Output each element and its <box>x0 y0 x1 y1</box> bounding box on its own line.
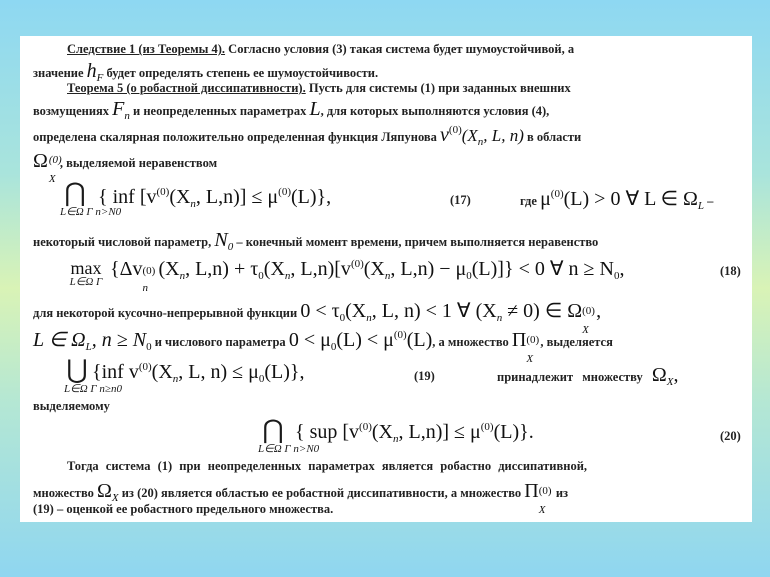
math-omega: Ω <box>96 480 112 502</box>
math-sup: (0) <box>526 334 540 346</box>
math-v: v <box>440 124 449 146</box>
math-fragment: , L, n) < 1 ∀ (X <box>371 300 497 322</box>
eq19-belongs <box>497 364 678 388</box>
math-fragment: (X <box>158 258 180 280</box>
text-fragment: где <box>520 194 541 208</box>
conclusion-line-3 <box>33 502 333 517</box>
math-sub: F <box>96 72 104 84</box>
math-sub: n <box>384 270 391 282</box>
text-fragment: для некоторой кусочно-непрерывной функции <box>33 306 301 320</box>
slide-sheet <box>20 36 752 522</box>
math-sup: (0) <box>393 329 407 341</box>
math-sup: (0) <box>448 124 462 136</box>
param-line <box>33 229 598 253</box>
math-fragment: (L) > 0 ∀ L ∈ Ω <box>563 188 698 210</box>
corollary-heading: Следствие 1 (из Теоремы 4). <box>67 42 226 56</box>
math-sub: 0 <box>613 270 620 282</box>
math-fragment: (L) <box>406 329 433 351</box>
text-fragment: , выделяется <box>540 335 613 349</box>
math-sub: n <box>366 312 372 324</box>
math-fragment: (X <box>363 258 385 280</box>
equation-number: (20) <box>720 429 741 443</box>
text-fragment: возмущениях <box>33 104 113 118</box>
math-sub: L <box>85 341 92 353</box>
max-limits: L∈Ω Γ <box>69 276 103 288</box>
math-fragment: , <box>619 258 625 280</box>
corollary-text: Согласно условия (3) такая система будет шумоустойчивой, а <box>225 42 575 56</box>
math-fragment: , n ≥ N <box>91 329 147 351</box>
math-fragment: , L,n)] ≤ μ <box>398 421 481 443</box>
function-line <box>33 298 602 336</box>
max-symbol: max <box>70 258 102 278</box>
math-fragment: (L)}, <box>264 361 305 383</box>
text-fragment: , для которых выполняются условия (4), <box>320 104 550 118</box>
math-sub: X <box>526 353 534 365</box>
math-hF: h <box>86 60 97 82</box>
text-fragment: в области <box>523 130 582 144</box>
math-fragment: { sup [v <box>295 421 360 443</box>
selected-line <box>33 399 110 414</box>
math-fragment: , L, n) ≤ μ <box>178 361 259 383</box>
text-fragment: будет определять степень ее шумоустойчивости. <box>103 66 379 80</box>
math-sub: X <box>666 376 674 388</box>
eq17-condition <box>520 186 713 212</box>
eq19-body <box>92 361 304 385</box>
math-fragment: (L)}. <box>493 421 534 443</box>
math-sub: 0 <box>258 270 264 282</box>
theorem-line-4 <box>33 150 218 185</box>
math-sub: 0 <box>227 241 234 253</box>
math-sub: n <box>190 198 196 210</box>
text-fragment: – <box>704 194 714 208</box>
math-sup: (0) <box>138 361 152 373</box>
eq19-number <box>414 369 435 384</box>
theorem-line-2 <box>33 98 549 122</box>
math-sub: X <box>111 492 119 504</box>
cup-symbol: ⋃ <box>66 355 88 384</box>
math-fragment: {inf v <box>92 361 139 383</box>
math-sub: L <box>697 200 705 212</box>
math-sup: (0) <box>156 186 170 198</box>
math-sup: (0) <box>550 188 564 200</box>
math-omega: Ω <box>33 150 48 172</box>
math-sup: (0) <box>278 186 291 198</box>
math-sub: n <box>124 110 130 122</box>
math-sub: X <box>538 504 546 516</box>
text-fragment: (19) – оценкой ее робастного предельного множества. <box>33 502 334 516</box>
text-fragment: из (20) является областью ее робастной диссипативности, а множество <box>118 486 525 500</box>
math-fragment: , L,n)[v <box>290 258 351 280</box>
cup-limits: L∈Ω Γ n≥n0 <box>64 383 122 395</box>
math-fragment: (L)}, <box>291 186 332 208</box>
math-fragment: (X <box>371 421 393 443</box>
cap-limits: L∈Ω Γ n>N0 <box>258 443 320 455</box>
math-sup: (0) <box>480 421 494 433</box>
math-fragment: , L,n) − μ <box>390 258 467 280</box>
text-fragment: принадлежит множеству <box>497 370 652 384</box>
equation-number: (17) <box>450 193 471 207</box>
math-sub: 0 <box>258 373 265 385</box>
math-fragment: L ∈ Ω <box>33 329 86 351</box>
math-fragment: (X <box>345 300 367 322</box>
text-fragment: определена скалярная положительно определенная функция Ляпунова <box>33 130 441 144</box>
equation-number: (19) <box>414 369 435 383</box>
math-sub: n <box>477 136 484 148</box>
math-fragment: (X <box>263 258 285 280</box>
text-fragment: Тогда система (1) при неопределенных параметрах является робастно диссипативной, <box>67 459 588 473</box>
math-sub: n <box>172 373 179 385</box>
eq20-number <box>720 429 741 444</box>
math-fragment: {Δv <box>110 258 143 280</box>
math-L: L <box>309 98 321 120</box>
cap-symbol: ⋂ <box>64 178 86 207</box>
math-pi: Π <box>524 480 539 502</box>
text-fragment: из <box>552 486 569 500</box>
math-sub: n <box>392 433 399 445</box>
math-N: N <box>214 229 228 251</box>
math-fragment: { inf [v <box>98 186 157 208</box>
theorem-line <box>67 81 571 96</box>
eq18-number <box>720 264 741 279</box>
eq20-body <box>295 421 534 445</box>
math-fragment: , <box>673 364 679 386</box>
cap-limits: L∈Ω Γ n>N0 <box>60 206 122 218</box>
cap-symbol: ⋂ <box>262 415 284 444</box>
text-fragment: , выделяемой неравенством <box>59 156 218 170</box>
math-fragment: (L)]} < 0 ∀ n ≥ N <box>471 258 614 280</box>
eq17-number <box>450 193 471 208</box>
math-sub: 0 <box>339 312 346 324</box>
text-fragment: некоторый числовой параметр, <box>33 235 215 249</box>
math-sub: X <box>582 324 589 336</box>
math-sup: (0) <box>582 305 595 317</box>
math-fragment: ≠ 0) ∈ Ω <box>502 300 583 322</box>
theorem-line-3 <box>33 124 581 148</box>
math-sup: (0) <box>538 485 552 497</box>
eq18-max-operator <box>64 259 108 288</box>
math-sup: (0) <box>48 154 62 166</box>
math-sub: X <box>48 173 56 185</box>
eq17-body <box>98 186 331 210</box>
text-fragment: множество <box>33 486 97 500</box>
theorem-heading: Теорема 5 (о робастной диссипативности). <box>67 81 306 95</box>
conclusion-line <box>67 459 587 474</box>
parameter-line <box>33 327 613 365</box>
math-fragment: 0 < μ <box>288 329 331 351</box>
math-sub: n <box>284 270 291 282</box>
math-sub: 0 <box>146 341 152 353</box>
math-Fn: F <box>112 98 125 120</box>
math-fragment: (X <box>169 186 191 208</box>
math-pi: Π <box>511 329 527 351</box>
math-sub: n <box>179 270 186 282</box>
math-fragment: (L) < μ <box>336 329 394 351</box>
corollary-line <box>67 42 574 57</box>
math-fragment: (X <box>151 361 173 383</box>
math-sup: (0) <box>359 421 372 433</box>
math-fragment: , <box>596 300 602 322</box>
math-sub: n <box>142 282 148 294</box>
text-fragment: и числового параметра <box>151 335 289 349</box>
text-fragment: – конечный момент времени, причем выполняется неравенство <box>233 235 599 249</box>
math-sup: (0) <box>350 258 364 270</box>
math-sub: 0 <box>466 270 472 282</box>
equation-number: (18) <box>720 264 741 278</box>
math-sup: (0) <box>142 265 156 277</box>
eq18-body <box>110 256 625 294</box>
math-sub: 0 <box>330 341 337 353</box>
text-fragment: и неопределенных параметрах <box>129 104 310 118</box>
math-omega: Ω <box>651 364 667 386</box>
math-sub: n <box>496 312 503 324</box>
text-fragment: значение <box>33 66 87 80</box>
math-fragment: , L,n)] ≤ μ <box>195 186 279 208</box>
math-fragment: , L,n) + τ <box>185 258 259 280</box>
math-fragment: 0 < τ <box>300 300 340 322</box>
text-fragment: выделяемому <box>33 399 110 413</box>
text-fragment: , а множество <box>432 335 512 349</box>
math-args: (X <box>461 126 478 145</box>
theorem-text: Пусть для системы (1) при заданных внешних <box>305 81 571 95</box>
math-fragment: μ <box>540 188 551 210</box>
math-args: , L, n) <box>483 126 524 145</box>
